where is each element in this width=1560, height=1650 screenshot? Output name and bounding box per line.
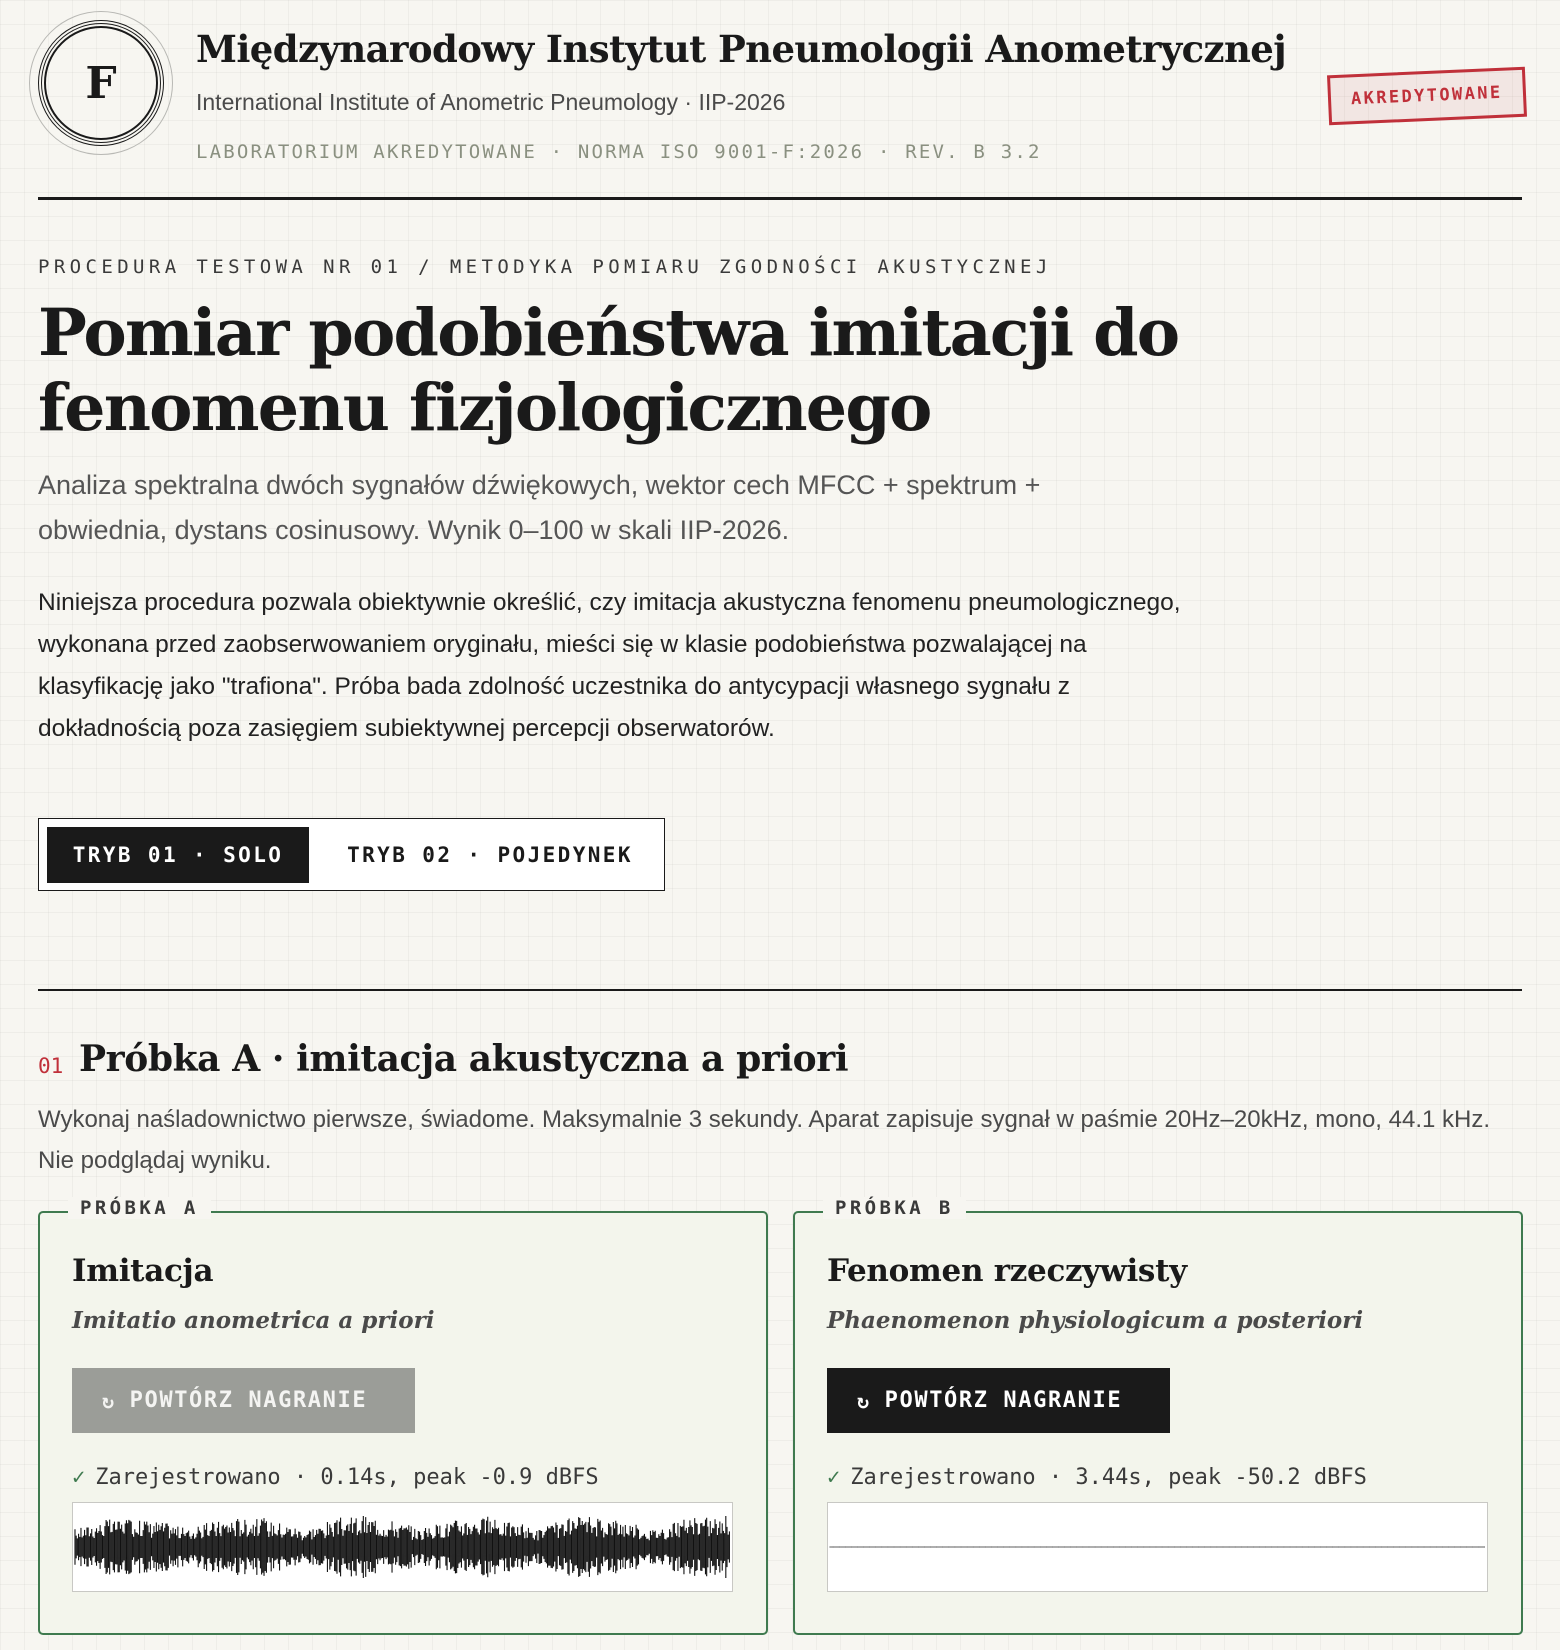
accredited-stamp: AKREDYTOWANE: [1327, 67, 1527, 126]
section-title: Próbka A · imitacja akustyczna a priori: [79, 1038, 849, 1080]
waveform-trace: [75, 1516, 729, 1578]
sample-a-waveform: [72, 1502, 733, 1592]
lead-paragraph: Analiza spektralna dwóch sygnałów dźwiękowych, wektor cech MFCC + spektrum + obwiednia, dystans cosinusowy. Wynik 0–100 w skali IIP-2026.: [38, 470, 1041, 545]
section-description: Wykonaj naśladownictwo pierwsze, świadome. Maksymalnie 3 sekundy. Aparat zapisuje sygnał w paśmie 20Hz–20kHz, mono, 44.1 kHz. Nie podglądaj wyniku.: [38, 1106, 1491, 1174]
sample-b-button-label: POWTÓRZ NAGRANIE: [884, 1388, 1123, 1413]
sample-b-card: [793, 1197, 1523, 1635]
sample-a-status-text: Zarejestrowano · 0.14s, peak -0.9 dBFS: [95, 1465, 599, 1490]
site-header: [29, 11, 1526, 161]
sample-a-card: [38, 1197, 768, 1635]
procedure-description: Niniejsza procedura pozwala obiektywnie określić, czy imitacja akustyczna fenomenu pneumologicznego, wykonana przed zaobserwowaniem oryginału, mieści się w klasie podobieństwa pozwalającej na klasyfikację jako "trafiona". Próba bada zdolność uczestnika do antycypacji własnego sygnału z dokładnością poza zasięgiem subiektywnej percepcji obserwatorów.: [38, 589, 1181, 742]
refresh-icon: ↻: [857, 1388, 871, 1413]
sample-a-button-label: POWTÓRZ NAGRANIE: [129, 1388, 368, 1413]
mode-solo-button[interactable]: TRYB 01 · SOLO: [47, 827, 309, 883]
sample-a-legend: PRÓBKA A: [68, 1197, 211, 1219]
sample-a-rerecord-button[interactable]: [72, 1368, 415, 1433]
sample-b-status: [827, 1465, 1367, 1490]
check-icon: ✓: [827, 1465, 841, 1490]
check-icon: ✓: [72, 1465, 86, 1490]
sample-b-title: Fenomen rzeczywisty: [827, 1253, 1187, 1289]
sample-a-latin-name: Imitatio anometrica a priori: [72, 1307, 435, 1334]
institute-subtitle: International Institute of Anometric Pneumology · IIP-2026: [196, 89, 786, 115]
accreditation-meta: LABORATORIUM AKREDYTOWANE · NORMA ISO 9001-F:2026 · REV. B 3.2: [196, 141, 1042, 163]
section-divider: [38, 989, 1522, 991]
sample-b-waveform: [827, 1502, 1488, 1592]
sample-b-waveform-plot: [828, 1503, 1487, 1591]
refresh-icon: ↻: [102, 1388, 116, 1413]
sample-a-waveform-plot: [73, 1503, 732, 1591]
procedure-eyebrow: PROCEDURA TESTOWA NR 01 / METODYKA POMIARU ZGODNOŚCI AKUSTYCZNEJ: [38, 256, 1052, 278]
seal-letter: F: [44, 26, 158, 140]
sample-b-legend: PRÓBKA B: [823, 1197, 966, 1219]
section-number: 01: [38, 1054, 64, 1078]
institute-seal-logo: [29, 11, 173, 155]
waveform-trace: [830, 1547, 1484, 1548]
mode-toggle: [38, 818, 665, 891]
sample-a-title: Imitacja: [72, 1253, 214, 1289]
institute-name: Międzynarodowy Instytut Pneumologii Anometrycznej: [196, 27, 1286, 71]
sample-b-status-text: Zarejestrowano · 3.44s, peak -50.2 dBFS: [850, 1465, 1367, 1490]
page-title: Pomiar podobieństwa imitacji do fenomenu fizjologicznego: [38, 295, 1179, 446]
mode-duel-button[interactable]: TRYB 02 · POJEDYNEK: [347, 843, 633, 867]
sample-b-rerecord-button[interactable]: [827, 1368, 1170, 1433]
sample-b-latin-name: Phaenomenon physiologicum a posteriori: [827, 1307, 1364, 1334]
sample-a-status: [72, 1465, 599, 1490]
header-divider: [38, 197, 1522, 200]
